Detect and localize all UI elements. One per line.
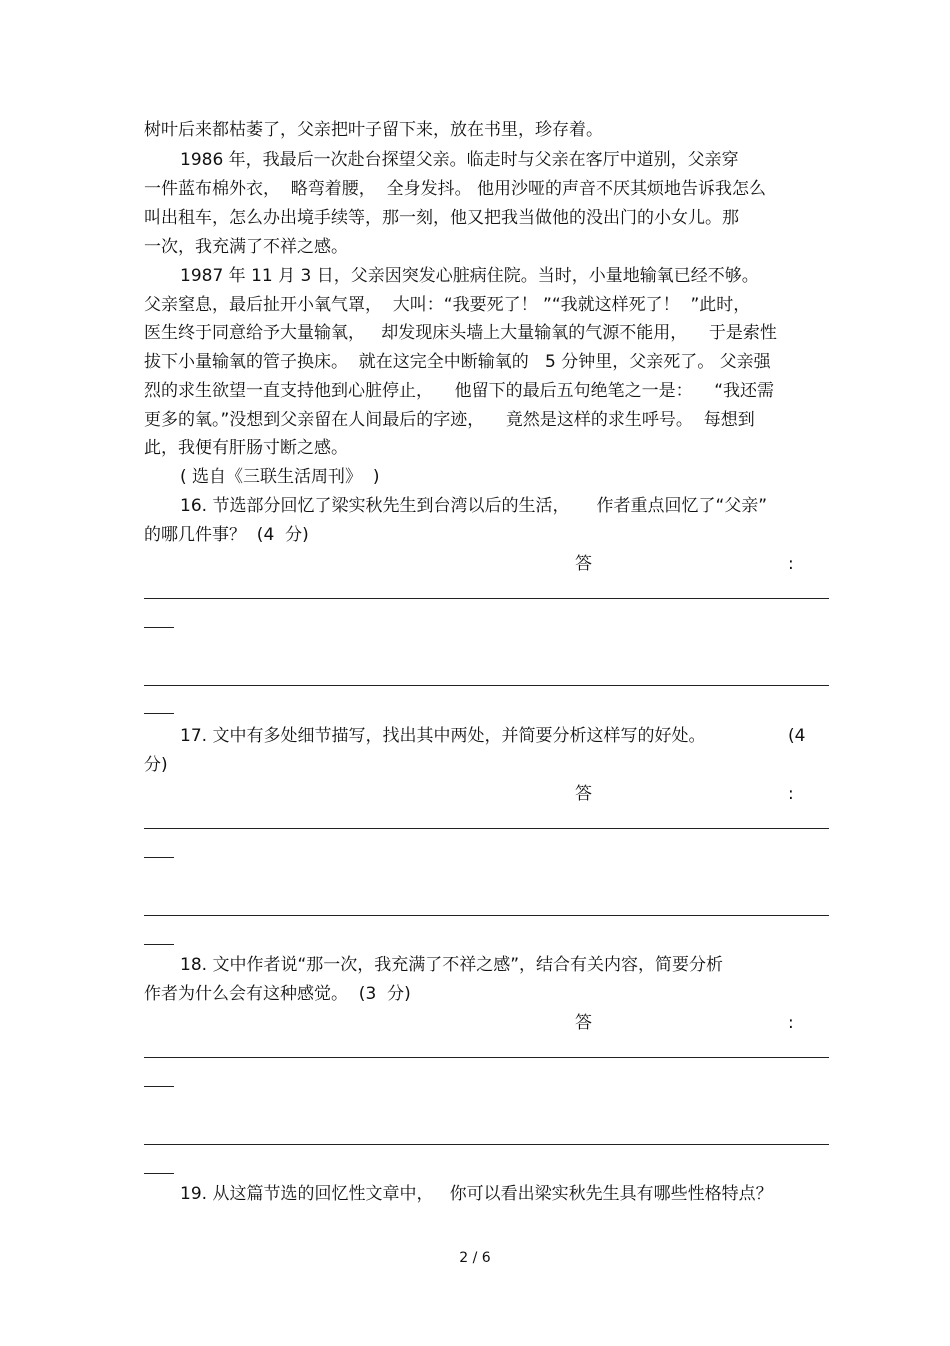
question-16: 的哪几件事？ (4 分) xyxy=(144,525,309,545)
passage-line: 此，我便有肝肠寸断之感。 xyxy=(144,438,348,458)
answer-label: 答 xyxy=(575,784,592,804)
answer-line-end xyxy=(144,944,174,945)
answer-line-end xyxy=(144,1173,174,1174)
question-18: 作者为什么会有这种感觉。 (3 分) xyxy=(144,984,411,1004)
passage-line: 医生终于同意给予大量输氧， 却发现床头墙上大量输氧的气源不能用， 于是索性 xyxy=(144,323,777,343)
answer-line-end xyxy=(144,857,174,858)
answer-colon: : xyxy=(788,554,794,574)
source-citation: ( 选自《三联生活周刊》 ) xyxy=(180,467,380,487)
answer-line[interactable] xyxy=(144,915,829,916)
answer-line[interactable] xyxy=(144,1144,829,1145)
question-17-score: (4 xyxy=(788,726,806,746)
answer-colon: : xyxy=(788,1013,794,1033)
answer-line-end xyxy=(144,1086,174,1087)
answer-label: 答 xyxy=(575,554,592,574)
question-17: 17. 文中有多处细节描写，找出其中两处，并简要分析这样写的好处。 xyxy=(180,726,706,746)
passage-line: 一件蓝布棉外衣， 略弯着腰， 全身发抖。 他用沙哑的声音不厌其烦地告诉我怎么 xyxy=(144,179,767,199)
passage-line: 1986 年，我最后一次赴台探望父亲。临走时与父亲在客厅中道别，父亲穿 xyxy=(180,150,739,170)
passage-line: 拔下小量输氧的管子换床。 就在这完全中断输氧的 5 分钟里，父亲死了。 父亲强 xyxy=(144,352,771,372)
answer-line-end xyxy=(144,627,174,628)
passage-line: 1987 年 11 月 3 日，父亲因突发心脏病住院。当时，小量地输氧已经不够。 xyxy=(180,266,759,286)
answer-line[interactable] xyxy=(144,828,829,829)
passage-line: 烈的求生欲望一直支持他到心脏停止， 他留下的最后五句绝笔之一是： “我还需 xyxy=(144,381,775,401)
answer-line[interactable] xyxy=(144,1057,829,1058)
question-19: 19. 从这篇节选的回忆性文章中， 你可以看出梁实秋先生具有哪些性格特点？ xyxy=(180,1184,773,1204)
answer-label: 答 xyxy=(575,1013,592,1033)
page-number: 2 / 6 xyxy=(459,1250,491,1266)
answer-colon: : xyxy=(788,784,794,804)
question-16: 16. 节选部分回忆了梁实秋先生到台湾以后的生活， 作者重点回忆了“父亲” xyxy=(180,496,768,516)
answer-line[interactable] xyxy=(144,598,829,599)
passage-line: 父亲窒息，最后扯开小氧气罩， 大叫：“我要死了！ ”“我就这样死了！ ”此时， xyxy=(144,295,751,315)
answer-line[interactable] xyxy=(144,685,829,686)
question-17: 分) xyxy=(144,755,168,775)
passage-line: 更多的氧。”没想到父亲留在人间最后的字迹， 竟然是这样的求生呼号。 每想到 xyxy=(144,410,755,430)
answer-line-end xyxy=(144,713,174,714)
passage-line: 一次，我充满了不祥之感。 xyxy=(144,237,348,257)
question-18: 18. 文中作者说“那一次，我充满了不祥之感”，结合有关内容，简要分析 xyxy=(180,955,724,975)
passage-line: 树叶后来都枯萎了，父亲把叶子留下来，放在书里，珍存着。 xyxy=(144,120,603,140)
passage-line: 叫出租车，怎么办出境手续等，那一刻，他又把我当做他的没出门的小女儿。那 xyxy=(144,208,739,228)
